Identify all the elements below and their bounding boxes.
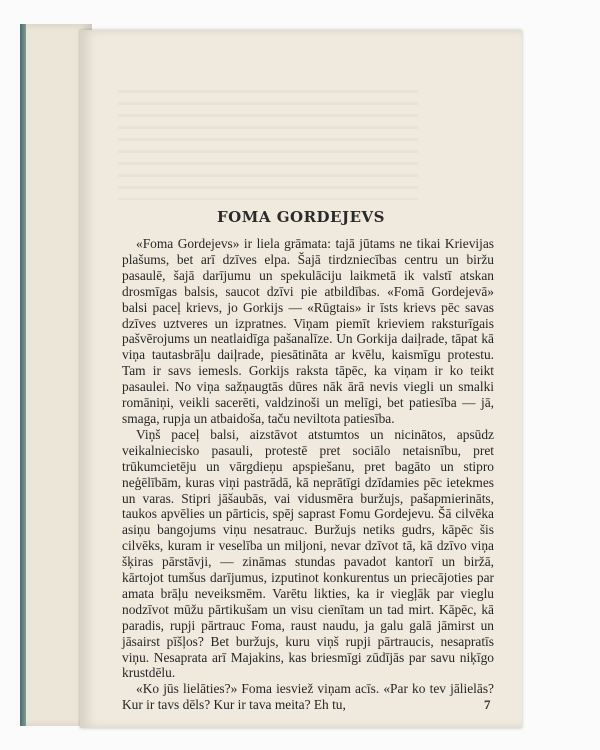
paragraph: «Ko jūs lielāties?» Foma iesviež viņam acīs. «Par ko tev jālielās? Kur ir tavs dēls? Kur ir tava meita? Eh tu, [122,681,494,713]
page-body [122,236,494,713]
show-through-text [118,90,418,200]
page-number: 7 [484,697,491,712]
paragraph: Viņš paceļ balsi, aizstāvot atstumtos un nicinātos, apsūdz veikalnieciskо pasauli, protestē pret sociālo netaisnību, pret trūkumcietēju un vārgdieņu apspiešanu, pret bagāto un stipro neģēlībām, kuras viņi pastrādā, kā neprātīgi dzīdamies pēc ietekmes un varas. Stipri jāšaubās, vai vidusmēra buržujs, pašapmierināts, taukos apvēlies un pārticis, spēj saprast Fomu Gordejevu. Šā cilvēka asiņu bangojums viņu nesatrauc. Buržujs netiks gudrs, kāpēc šis cilvēks, kuram ir veselība un miljoni, nevar dzīvot tā, kā dzīvo viņa šķiras pārstāvji, — zināmas stundas pavadot kantorī un biržā, kārtojot tumšus darījumus, izputinot konkurentus un priecājoties par amata brāļu neveiksmēm. Varētu likties, ka ir viegļāk par vieglu nodzīvot mūžu pārtikušam un visu cienītam un tad mirt. Kāpēc, kā paradis, rupji pārtrauc Foma, raust naudu, ja galu galā jāmirst un jāsairst pīšļos? Bet buržujs, kuru viņš rupji pārtraucis, nesapratīs viņu. Nesaprata arī Majakins, kas briesmīgi zūdījās par savu niķīgo krustdēlu. [122,426,494,681]
book-page [80,30,522,728]
paragraph: «Foma Gordejevs» ir liela grāmata: tajā jūtams ne tikai Krievijas plašums, bet arī dzīves elpa. Šajā tirdzniecības centru un biržu pasaulē, šajā darījumu un spekulāciju laikmetā ik valstī atskan drosmīgas balsis, saucot dzīvi pie atbildības. «Fomā Gordejevā» balsi paceļ krievs, jo Gorkijs — «Rūgtais» ir īsts krievs pēc savas dzīves uztveres un izpratnes. Viņam piemīt krieviem raksturīgais pašvērojums un neatlaidīga pašanalīze. Un Gorkija daiļrade, tāpat kā viņa tautasbrāļu daiļrade, piesātināta ar kvēlu, kaismīgu protestu. Tam ir savs iemesls. Gorkijs raksta tāpēc, ka viņam ir ko teikt pasaulei. No viņa sažņaugtās dūres nāk ārā nevis viegli un smalki romāniņi, veikli sacerēti, valdzinoši un melīgi, bet patiesība — jā, smaga, rupja un atbaidoša, taču neviltota patiesība. [122,236,494,426]
chapter-title: FOMA GORDEJEVS [217,208,385,226]
book-spine [20,24,26,726]
